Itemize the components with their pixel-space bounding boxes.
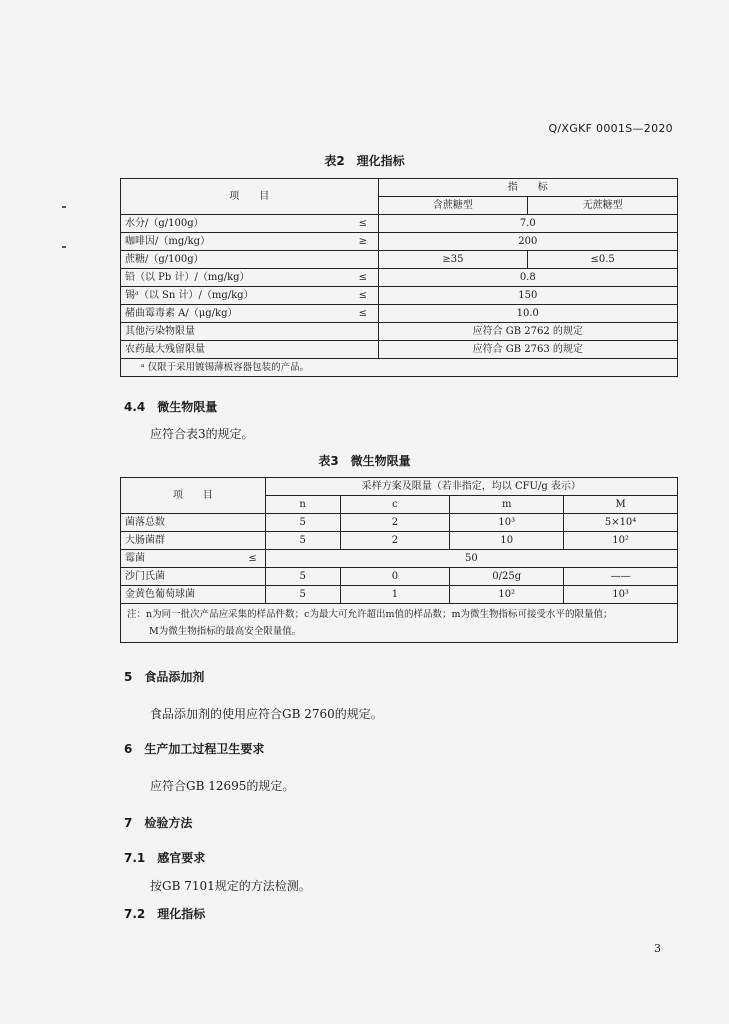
table-row [121, 568, 678, 586]
table3-header-n: n [265, 496, 340, 514]
scan-mark [62, 206, 66, 208]
row-n: 5 [265, 532, 340, 550]
table3-note-line1: 注：n为同一批次产品应采集的样品件数；c为最大可允许超出m值的样品数；m为微生物指标可接受水平的限量值； [127, 609, 613, 620]
section-7-2-heading: 7.2 理化指标 [124, 907, 206, 921]
row-n: 5 [265, 586, 340, 604]
row-c: 0 [340, 568, 450, 586]
row-item: 农药最大残留限量 [121, 341, 379, 359]
row-value: 10.0 [378, 305, 677, 323]
row-item: 锡ᵃ（以 Sn 计）/（mg/kg） [121, 287, 349, 305]
row-sign: ≤ [348, 215, 378, 233]
row-item: 蔗糖/（g/100g） [121, 251, 379, 269]
table-row [121, 215, 678, 233]
table-row [121, 251, 678, 269]
row-sign: ≤ [348, 269, 378, 287]
table-row [121, 532, 678, 550]
section-7-1-text: 按GB 7101规定的方法检测。 [150, 879, 311, 893]
table-row [121, 586, 678, 604]
table3-note [121, 604, 678, 643]
row-c: 2 [340, 532, 450, 550]
table-row [121, 287, 678, 305]
row-sign: ≥ [348, 233, 378, 251]
row-value: 150 [378, 287, 677, 305]
table2-header-with-sugar: 含蔗糖型 [378, 197, 528, 215]
row-item: 菌落总数 [121, 514, 266, 532]
row-item: 大肠菌群 [121, 532, 266, 550]
table3-header-c: c [340, 496, 450, 514]
row-sign: ≤ [348, 305, 378, 323]
section-5-heading: 5 食品添加剂 [124, 670, 205, 684]
row-c: 2 [340, 514, 450, 532]
scan-mark [62, 246, 66, 248]
table3-caption: 表3 微生物限量 [318, 454, 411, 468]
table-row [121, 323, 678, 341]
section-6-text: 应符合GB 12695的规定。 [150, 779, 295, 793]
row-value: 7.0 [378, 215, 677, 233]
row-m: 10³ [450, 514, 564, 532]
physicochemical-table [120, 178, 678, 377]
microbiological-table [120, 477, 678, 643]
table-row [121, 305, 678, 323]
section-6-heading: 6 生产加工过程卫生要求 [124, 742, 265, 756]
table-row [121, 269, 678, 287]
row-m: 0/25g [450, 568, 564, 586]
section-4-4-text: 应符合表3的规定。 [150, 427, 254, 441]
row-M: 10² [564, 532, 678, 550]
table3-header-m: m [450, 496, 564, 514]
section-7-1-heading: 7.1 感官要求 [124, 851, 206, 865]
row-value: 应符合 GB 2763 的规定 [378, 341, 677, 359]
table2-header-item: 项 目 [121, 179, 379, 215]
row-sign: ≤ [240, 550, 265, 568]
table2-header-no-sugar: 无蔗糖型 [528, 197, 678, 215]
table-row [121, 233, 678, 251]
row-M: 5×10⁴ [564, 514, 678, 532]
section-5-text: 食品添加剂的使用应符合GB 2760的规定。 [150, 707, 383, 721]
row-n: 5 [265, 514, 340, 532]
row-item: 咖啡因/（mg/kg） [121, 233, 349, 251]
row-M: 10³ [564, 586, 678, 604]
table3-header-plan: 采样方案及限量（若非指定，均以 CFU/g 表示） [265, 478, 677, 496]
table2-footnote: ᵃ 仅限于采用镀锡薄板容器包装的产品。 [121, 359, 678, 377]
table-row [121, 550, 678, 568]
page-number: 3 [654, 942, 661, 955]
row-item: 沙门氏菌 [121, 568, 266, 586]
row-item: 铅（以 Pb 计）/（mg/kg） [121, 269, 349, 287]
table2-header-indicator: 指 标 [378, 179, 677, 197]
row-sign: ≤ [348, 287, 378, 305]
row-m: 10 [450, 532, 564, 550]
table-row [121, 341, 678, 359]
row-value: 50 [265, 550, 677, 568]
row-n: 5 [265, 568, 340, 586]
row-no-sugar: ≤0.5 [528, 251, 678, 269]
table-row [121, 514, 678, 532]
row-m: 10² [450, 586, 564, 604]
row-with-sugar: ≥35 [378, 251, 528, 269]
row-value: 应符合 GB 2762 的规定 [378, 323, 677, 341]
row-value: 200 [378, 233, 677, 251]
row-item: 赭曲霉毒素 A/（μg/kg） [121, 305, 349, 323]
row-c: 1 [340, 586, 450, 604]
row-M: —— [564, 568, 678, 586]
table2-caption: 表2 理化指标 [324, 154, 405, 168]
table3-header-M: M [564, 496, 678, 514]
table3-note-line2: M为微生物指标的最高安全限量值。 [149, 626, 302, 637]
document-code: Q/XGKF 0001S—2020 [548, 122, 673, 135]
row-value: 0.8 [378, 269, 677, 287]
section-4-4-heading: 4.4 微生物限量 [124, 400, 218, 414]
row-item: 水分/（g/100g） [121, 215, 349, 233]
row-item: 金黄色葡萄球菌 [121, 586, 266, 604]
row-item: 其他污染物限量 [121, 323, 379, 341]
table3-header-item: 项 目 [121, 478, 266, 514]
section-7-heading: 7 检验方法 [124, 816, 193, 830]
row-item: 霉菌 [121, 550, 241, 568]
